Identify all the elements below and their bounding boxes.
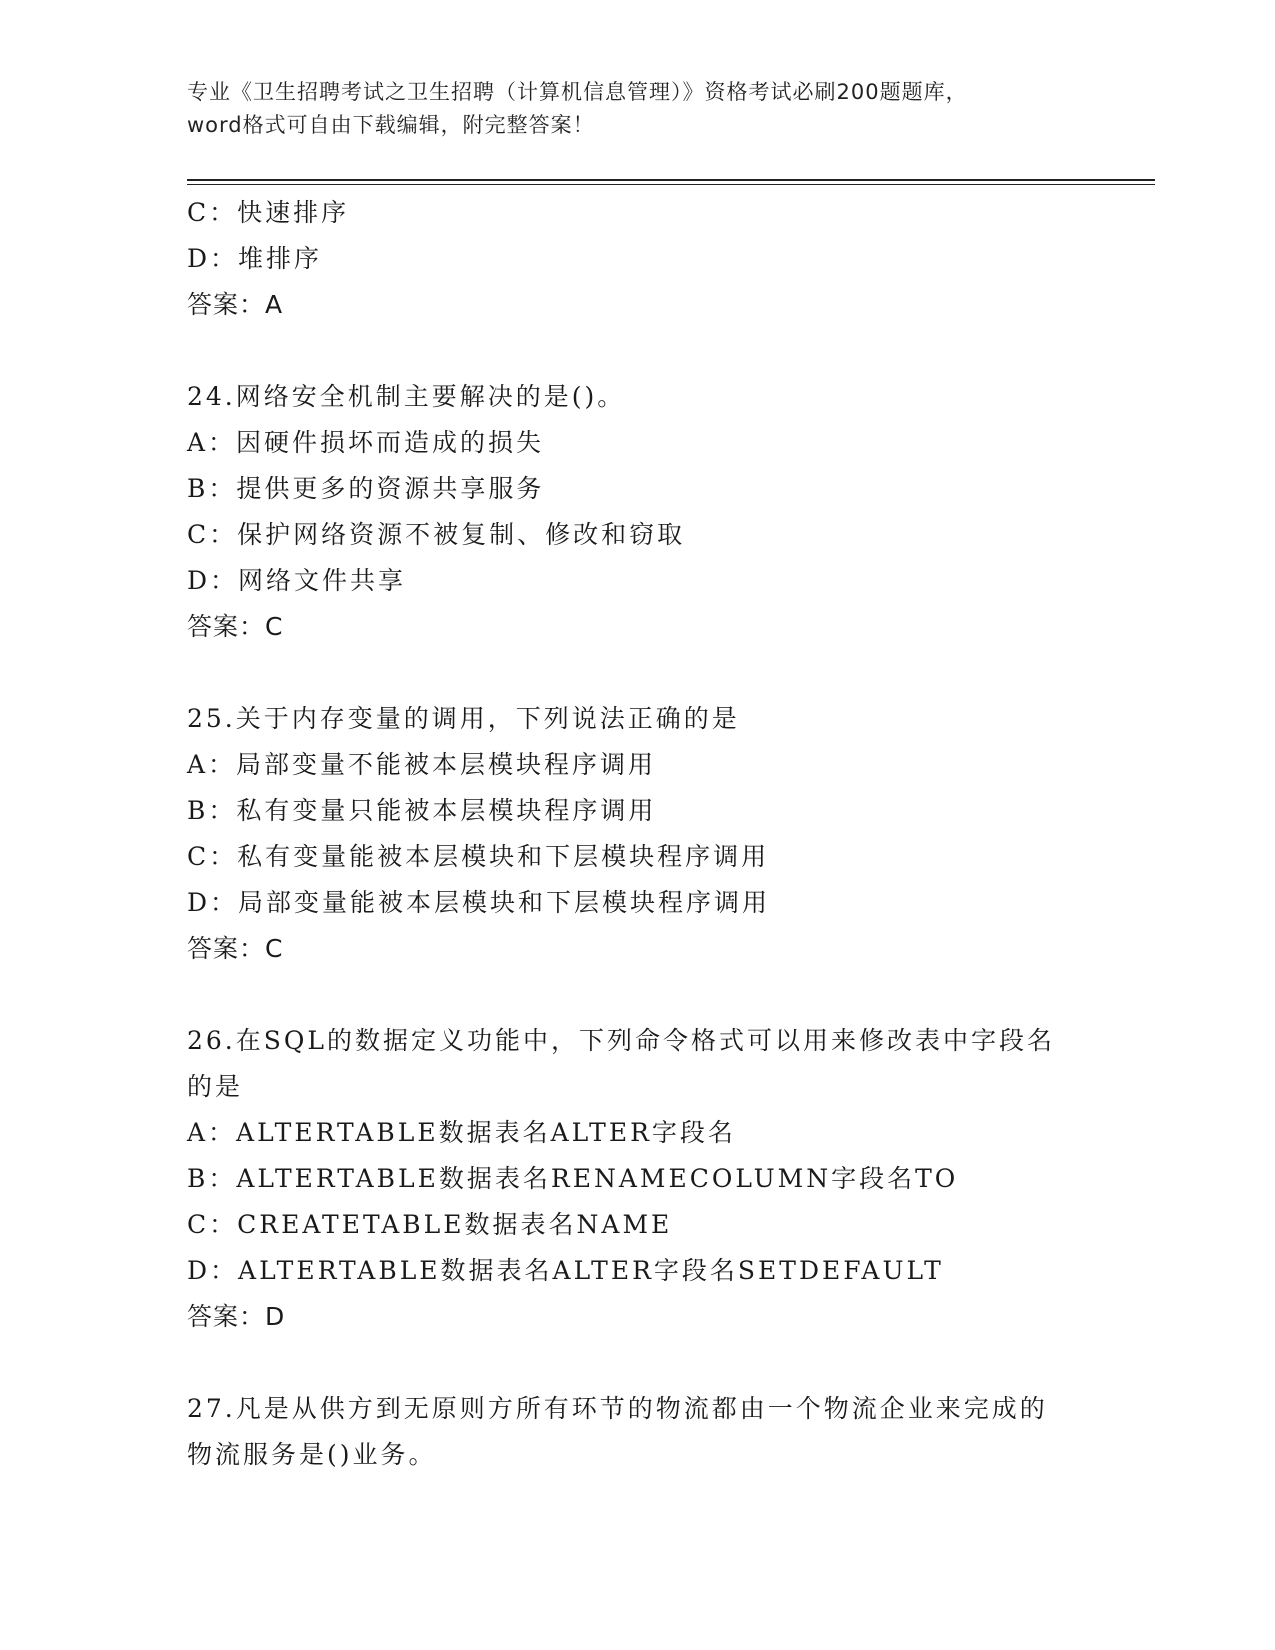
answer: 答案：C: [187, 612, 284, 641]
spacer: [187, 328, 1087, 374]
question-27: [187, 1386, 1087, 1478]
answer: 答案：A: [187, 290, 284, 319]
option-a: A：因硬件损坏而造成的损失: [187, 428, 545, 457]
option-b: B：私有变量只能被本层模块程序调用: [187, 796, 657, 825]
spacer: [187, 650, 1087, 696]
question-25: [187, 696, 1087, 972]
header-divider-thick: [187, 179, 1155, 181]
question-text-line-2: 物流服务是()业务。: [187, 1440, 437, 1469]
option-a: A：ALTERTABLE数据表名ALTER字段名: [187, 1118, 736, 1147]
prev-question-block: [187, 190, 1087, 328]
header-title-line-1: 专业《卫生招聘考试之卫生招聘（计算机信息管理）》资格考试必刷200题题库，: [187, 80, 968, 104]
question-text-line-1: 26.在SQL的数据定义功能中，下列命令格式可以用来修改表中字段名: [187, 1026, 1055, 1055]
option-d: D：网络文件共享: [187, 566, 407, 595]
question-list: [187, 190, 1087, 1478]
option-d: D：局部变量能被本层模块和下层模块程序调用: [187, 888, 771, 917]
question-text: 24.网络安全机制主要解决的是()。: [187, 382, 626, 411]
option-a: A：局部变量不能被本层模块程序调用: [187, 750, 657, 779]
option-c: C：保护网络资源不被复制、修改和窃取: [187, 520, 686, 549]
document-header: [187, 76, 1087, 142]
answer: 答案：C: [187, 934, 284, 963]
question-24: [187, 374, 1087, 650]
question-text: 25.关于内存变量的调用，下列说法正确的是: [187, 704, 740, 733]
header-divider-thin: [187, 184, 1155, 185]
option-c: C：私有变量能被本层模块和下层模块程序调用: [187, 842, 770, 871]
spacer: [187, 972, 1087, 1018]
spacer: [187, 1340, 1087, 1386]
option-d: D：ALTERTABLE数据表名ALTER字段名SETDEFAULT: [187, 1256, 944, 1285]
option-c: C：CREATETABLE数据表名NAME: [187, 1210, 673, 1239]
question-text-line-2: 的是: [187, 1072, 244, 1101]
answer: 答案：D: [187, 1302, 286, 1331]
option-b: B：提供更多的资源共享服务: [187, 474, 545, 503]
option-c: C：快速排序: [187, 198, 350, 227]
header-title-line-2: word格式可自由下载编辑，附完整答案！: [187, 113, 595, 137]
option-b: B：ALTERTABLE数据表名RENAMECOLUMN字段名TO: [187, 1164, 959, 1193]
question-26: [187, 1018, 1087, 1340]
option-d: D：堆排序: [187, 244, 323, 273]
question-text-line-1: 27.凡是从供方到无原则方所有环节的物流都由一个物流企业来完成的: [187, 1394, 1048, 1423]
